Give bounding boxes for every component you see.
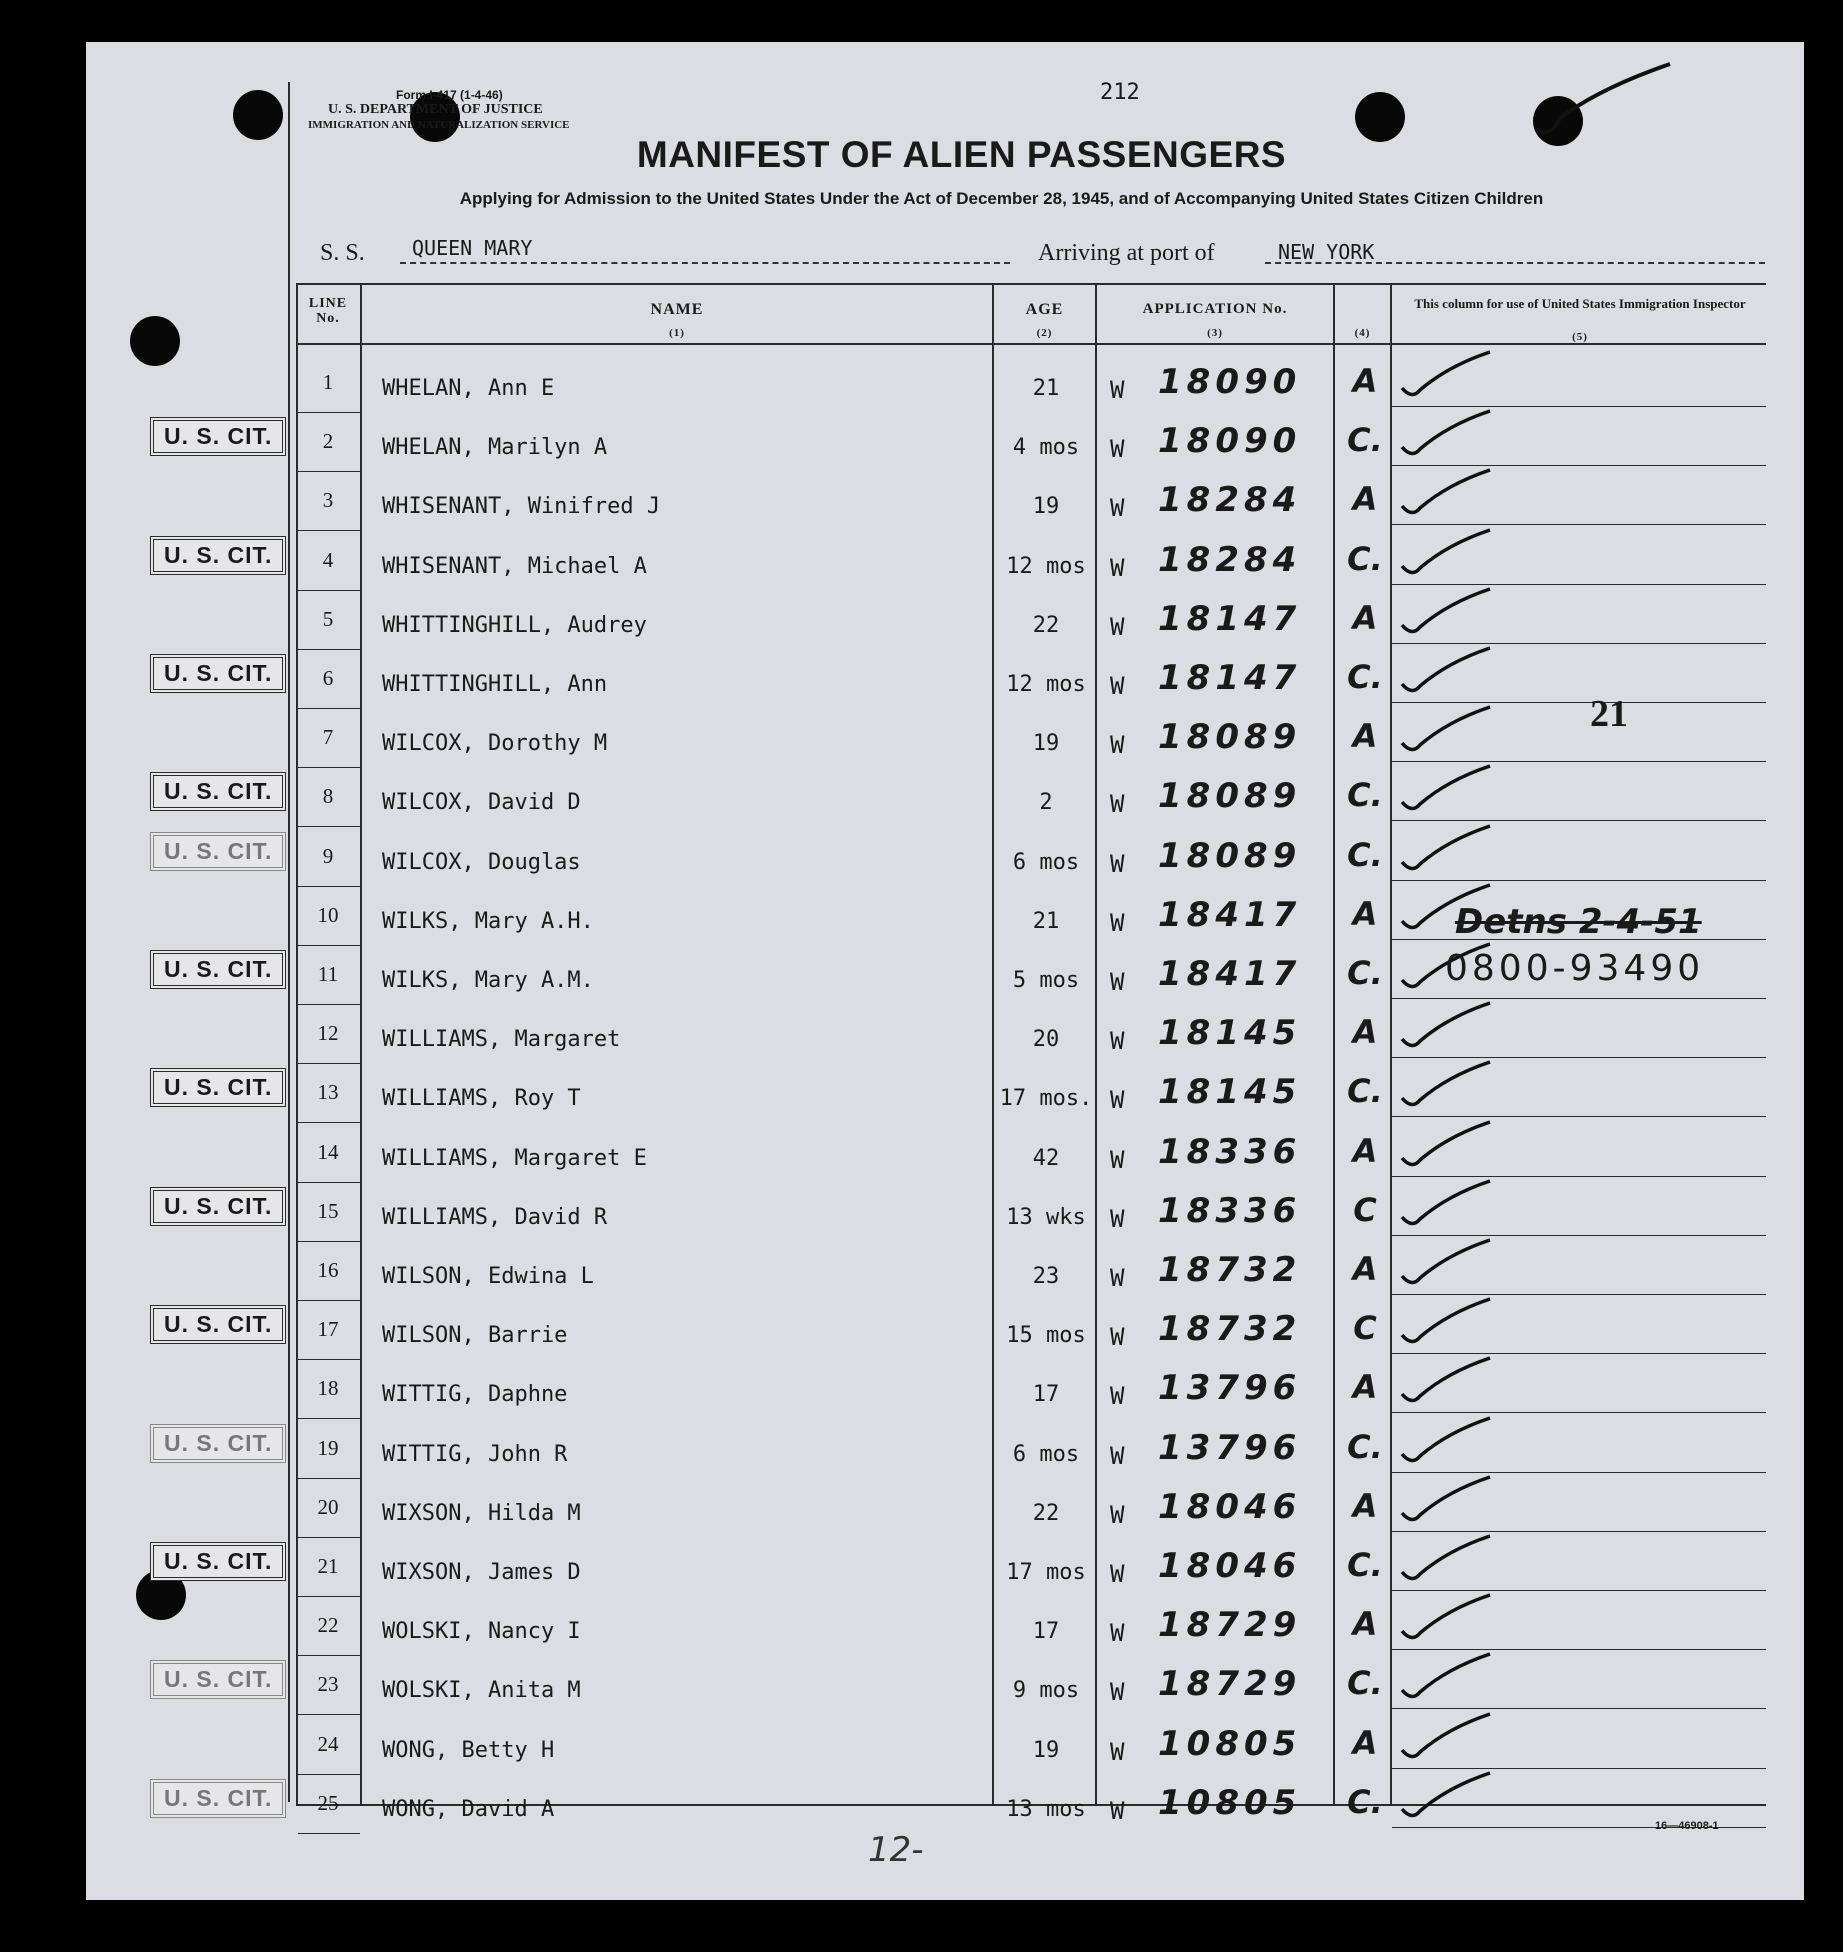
- status-code: A: [1352, 1368, 1378, 1406]
- port-label: Arriving at port of: [1038, 240, 1215, 266]
- us-citizen-stamp: U. S. CIT.: [150, 1305, 286, 1344]
- passenger-name: WILCOX, Douglas: [382, 850, 581, 875]
- port-underline: [1265, 262, 1765, 264]
- status-code: A: [1352, 362, 1378, 400]
- line-row-rule: [298, 1774, 360, 1775]
- col-header-name-num: (1): [669, 327, 685, 339]
- table-row: [0, 1303, 1843, 1362]
- passenger-age: 13 mos: [1006, 1797, 1086, 1822]
- passenger-age: 21: [1032, 909, 1060, 934]
- table-row: [0, 415, 1843, 474]
- passenger-name: WITTIG, John R: [382, 1442, 568, 1467]
- check-mark-icon: [1398, 822, 1498, 882]
- table-row: [0, 593, 1843, 652]
- table-row: [0, 770, 1843, 829]
- deport-note: Detns 2-4-51: [1455, 902, 1702, 942]
- table-row: [0, 1007, 1843, 1066]
- passenger-name: WOLSKI, Anita M: [382, 1678, 581, 1703]
- table-row: [0, 534, 1843, 593]
- passenger-name: WIXSON, Hilda M: [382, 1501, 581, 1526]
- application-number: 18090: [1158, 421, 1302, 461]
- line-number: 4: [322, 548, 334, 572]
- check-mark-icon: [1398, 348, 1498, 408]
- line-row-rule: [298, 1063, 360, 1064]
- check-mark-icon: [1398, 1354, 1498, 1414]
- passenger-age: 15 mos: [1006, 1323, 1086, 1348]
- line-number: 12: [317, 1021, 339, 1045]
- application-number: 18089: [1158, 776, 1302, 816]
- passenger-name: WHISENANT, Winifred J: [382, 494, 661, 519]
- us-citizen-stamp: U. S. CIT.: [150, 1542, 286, 1581]
- col-header-age: AGE: [1025, 301, 1064, 318]
- table-row: [0, 1718, 1843, 1777]
- line-number: 7: [322, 725, 334, 749]
- check-mark-icon: [1398, 999, 1498, 1059]
- table-row: [0, 1126, 1843, 1185]
- line-row-rule: [298, 1418, 360, 1419]
- passenger-name: WHISENANT, Michael A: [382, 554, 647, 579]
- application-prefix: W: [1110, 376, 1125, 404]
- bottom-handwritten-mark: 12-: [868, 1830, 924, 1870]
- line-row-rule: [298, 1241, 360, 1242]
- passenger-age: 19: [1032, 1738, 1060, 1763]
- status-code: A: [1352, 1132, 1378, 1170]
- status-code: A: [1352, 480, 1378, 518]
- line-number: 22: [317, 1613, 339, 1637]
- line-number: 9: [322, 844, 334, 868]
- col-header-age-num: (2): [1036, 327, 1053, 339]
- document-subtitle: Applying for Admission to the United States Under the Act of December 28, 1945, and of Accompanying United States Citizen Children: [459, 189, 1544, 208]
- status-code: C.: [1347, 658, 1383, 696]
- passenger-age: 6 mos: [1012, 1442, 1080, 1467]
- application-number: 10805: [1158, 1724, 1302, 1764]
- col-header-line: LINE No.: [308, 296, 348, 326]
- status-code: A: [1352, 717, 1378, 755]
- passenger-age: 21: [1032, 376, 1060, 401]
- status-code: C.: [1347, 421, 1383, 459]
- passenger-name: WILLIAMS, Roy T: [382, 1086, 581, 1111]
- application-prefix: W: [1110, 1442, 1125, 1470]
- application-prefix: W: [1110, 1797, 1125, 1825]
- application-number: 18147: [1158, 658, 1302, 698]
- col-header-application: APPLICATION No.: [1142, 301, 1288, 317]
- check-mark-icon: [1398, 762, 1498, 822]
- application-prefix: W: [1110, 790, 1125, 818]
- passenger-age: 17 mos: [1006, 1560, 1086, 1585]
- application-prefix: W: [1110, 850, 1125, 878]
- passenger-age: 19: [1032, 494, 1060, 519]
- passenger-name: WILLIAMS, Margaret E: [382, 1146, 647, 1171]
- line-number: 10: [317, 903, 339, 927]
- col-header-name: NAME: [650, 301, 704, 318]
- application-number: 18145: [1158, 1013, 1302, 1053]
- application-number: 18046: [1158, 1546, 1302, 1586]
- line-number: 23: [317, 1672, 339, 1696]
- status-code: C.: [1347, 836, 1383, 874]
- status-code: C: [1353, 1191, 1377, 1229]
- us-citizen-stamp: U. S. CIT.: [150, 1424, 286, 1463]
- status-code: C.: [1347, 1664, 1383, 1702]
- passenger-name: WHELAN, Ann E: [382, 376, 555, 401]
- passenger-age: 42: [1032, 1146, 1060, 1171]
- application-prefix: W: [1110, 672, 1125, 700]
- form-number: Form I-417 (1-4-46): [396, 88, 503, 102]
- table-row: [0, 1422, 1843, 1481]
- status-code: C.: [1347, 1072, 1383, 1110]
- table-row: [0, 830, 1843, 889]
- line-number: 2: [322, 429, 334, 453]
- line-number: 11: [317, 962, 339, 986]
- line-number: 14: [317, 1140, 339, 1164]
- ship-label: S. S.: [320, 240, 365, 266]
- line-row-rule: [298, 708, 360, 709]
- check-mark-icon: [1398, 1532, 1498, 1592]
- check-mark-icon: [1398, 1236, 1498, 1296]
- passenger-name: WILLIAMS, David R: [382, 1205, 608, 1230]
- passenger-age: 17: [1032, 1382, 1060, 1407]
- application-prefix: W: [1110, 1560, 1125, 1588]
- table-row: [0, 356, 1843, 415]
- status-code: C.: [1347, 776, 1383, 814]
- check-mark-icon: [1398, 1118, 1498, 1178]
- line-row-rule: [298, 1833, 360, 1834]
- check-mark-icon: [1398, 1591, 1498, 1651]
- application-number: 18284: [1158, 480, 1302, 520]
- check-mark-icon: [1398, 526, 1498, 586]
- application-prefix: W: [1110, 731, 1125, 759]
- col-header-4: (4): [1354, 327, 1371, 339]
- application-prefix: W: [1110, 1501, 1125, 1529]
- passenger-name: WILLIAMS, Margaret: [382, 1027, 621, 1052]
- application-number: 10805: [1158, 1783, 1302, 1823]
- application-number: 18417: [1158, 895, 1302, 935]
- application-prefix: W: [1110, 494, 1125, 522]
- line-number: 15: [317, 1199, 339, 1223]
- us-citizen-stamp: U. S. CIT.: [150, 536, 286, 575]
- application-number: 13796: [1158, 1428, 1302, 1468]
- check-mark-icon: [1398, 1058, 1498, 1118]
- table-row: [0, 1777, 1843, 1836]
- application-number: 18417: [1158, 954, 1302, 994]
- check-mark-icon: [1398, 1650, 1498, 1710]
- status-code: C: [1353, 1309, 1377, 1347]
- table-row: [0, 1599, 1843, 1658]
- us-citizen-stamp: U. S. CIT.: [150, 772, 286, 811]
- line-row-rule: [298, 590, 360, 591]
- line-number: 25: [317, 1791, 339, 1815]
- passenger-name: WHITTINGHILL, Ann: [382, 672, 608, 697]
- passenger-name: WHITTINGHILL, Audrey: [382, 613, 647, 638]
- application-number: 18147: [1158, 599, 1302, 639]
- count-annotation: 21: [1590, 693, 1628, 735]
- passenger-age: 13 wks: [1006, 1205, 1086, 1230]
- passenger-name: WILSON, Edwina L: [382, 1264, 594, 1289]
- us-citizen-stamp: U. S. CIT.: [150, 417, 286, 456]
- application-prefix: W: [1110, 1323, 1125, 1351]
- application-prefix: W: [1110, 1146, 1125, 1174]
- line-row-rule: [298, 471, 360, 472]
- us-citizen-stamp: U. S. CIT.: [150, 950, 286, 989]
- table-row: [0, 1244, 1843, 1303]
- passenger-name: WONG, David A: [382, 1797, 555, 1822]
- line-row-rule: [298, 1714, 360, 1715]
- application-prefix: W: [1110, 1619, 1125, 1647]
- service-name: IMMIGRATION AND NATURALIZATION SERVICE: [308, 119, 570, 131]
- line-row-rule: [298, 649, 360, 650]
- check-mark-icon: [1398, 644, 1498, 704]
- passenger-age: 17 mos.: [999, 1086, 1093, 1111]
- application-number: 18284: [1158, 540, 1302, 580]
- passenger-name: WILKS, Mary A.M.: [382, 968, 594, 993]
- line-row-rule: [298, 1182, 360, 1183]
- passenger-name: WHELAN, Marilyn A: [382, 435, 608, 460]
- status-code: C.: [1347, 540, 1383, 578]
- application-number: 18732: [1158, 1309, 1302, 1349]
- us-citizen-stamp: U. S. CIT.: [150, 654, 286, 693]
- status-code: A: [1352, 1724, 1378, 1762]
- line-number: 18: [317, 1376, 339, 1400]
- status-code: C.: [1347, 1428, 1383, 1466]
- line-row-rule: [298, 1359, 360, 1360]
- line-row-rule: [298, 1300, 360, 1301]
- status-code: C.: [1347, 1546, 1383, 1584]
- check-mark-icon: [1398, 1177, 1498, 1237]
- page-number: 212: [1100, 80, 1140, 105]
- application-number: 18336: [1158, 1132, 1302, 1172]
- table-row: [0, 1481, 1843, 1540]
- application-prefix: W: [1110, 435, 1125, 463]
- line-number: 16: [317, 1258, 339, 1282]
- passenger-age: 22: [1032, 1501, 1060, 1526]
- table-row: [0, 1185, 1843, 1244]
- check-mark-icon: [1398, 407, 1498, 467]
- line-number: 3: [322, 488, 334, 512]
- application-number: 18732: [1158, 1250, 1302, 1290]
- application-number: 18729: [1158, 1664, 1302, 1704]
- passenger-name: WIXSON, James D: [382, 1560, 581, 1585]
- col-header-application-num: (3): [1207, 327, 1223, 339]
- passenger-age: 9 mos: [1012, 1678, 1080, 1703]
- us-citizen-stamp: U. S. CIT.: [150, 1068, 286, 1107]
- table-row: [0, 1540, 1843, 1599]
- status-code: A: [1352, 1250, 1378, 1288]
- line-row-rule: [298, 1004, 360, 1005]
- status-code: A: [1352, 1487, 1378, 1525]
- passenger-age: 20: [1032, 1027, 1060, 1052]
- application-prefix: W: [1110, 1086, 1125, 1114]
- line-number: 17: [317, 1317, 339, 1341]
- line-number: 24: [317, 1732, 339, 1756]
- punch-hole: [233, 90, 283, 140]
- passenger-name: WILSON, Barrie: [382, 1323, 568, 1348]
- application-number: 18089: [1158, 836, 1302, 876]
- check-mark-icon: [1398, 1295, 1498, 1355]
- line-row-rule: [298, 767, 360, 768]
- check-mark-icon: [1398, 585, 1498, 645]
- application-prefix: W: [1110, 968, 1125, 996]
- department-name: U. S. DEPARTMENT OF JUSTICE: [328, 102, 543, 117]
- ship-underline: [400, 262, 1010, 264]
- application-prefix: W: [1110, 1027, 1125, 1055]
- passenger-name: WILKS, Mary A.H.: [382, 909, 594, 934]
- line-number: 20: [317, 1495, 339, 1519]
- application-prefix: W: [1110, 1382, 1125, 1410]
- application-number: 13796: [1158, 1368, 1302, 1408]
- passenger-name: WITTIG, Daphne: [382, 1382, 568, 1407]
- passenger-name: WILCOX, David D: [382, 790, 581, 815]
- us-citizen-stamp: U. S. CIT.: [150, 1660, 286, 1699]
- line-number: 21: [317, 1554, 339, 1578]
- application-number: 18046: [1158, 1487, 1302, 1527]
- status-code: A: [1352, 895, 1378, 933]
- status-code: C.: [1347, 1783, 1383, 1821]
- col-header-inspector-num: (5): [1572, 331, 1588, 343]
- passenger-age: 4 mos: [1012, 435, 1080, 460]
- table-row: [0, 1066, 1843, 1125]
- application-prefix: W: [1110, 1738, 1125, 1766]
- document-title: MANIFEST OF ALIEN PASSENGERS: [636, 134, 1287, 175]
- col-header-inspector: This column for use of United States Immigration Inspector: [1414, 296, 1746, 311]
- passenger-age: 12 mos: [1006, 554, 1086, 579]
- line-number: 6: [322, 666, 334, 690]
- status-code: A: [1352, 1605, 1378, 1643]
- passenger-name: WILCOX, Dorothy M: [382, 731, 608, 756]
- passenger-age: 6 mos: [1012, 850, 1080, 875]
- check-mark-icon: [1398, 1473, 1498, 1533]
- status-code: A: [1352, 1013, 1378, 1051]
- line-number: 19: [317, 1436, 339, 1460]
- check-mark-icon: [1398, 466, 1498, 526]
- port-name: NEW YORK: [1278, 240, 1375, 264]
- application-prefix: W: [1110, 909, 1125, 937]
- check-mark-icon: [1398, 1769, 1498, 1829]
- passenger-age: 19: [1032, 731, 1060, 756]
- application-number: 18089: [1158, 717, 1302, 757]
- passenger-age: 5 mos: [1012, 968, 1080, 993]
- application-number: 18145: [1158, 1072, 1302, 1112]
- application-number: 18336: [1158, 1191, 1302, 1231]
- line-number: 5: [322, 607, 334, 631]
- table-row: [0, 711, 1843, 770]
- us-citizen-stamp: U. S. CIT.: [150, 1779, 286, 1818]
- file-number-note: 0800-93490: [1445, 948, 1705, 989]
- line-number: 13: [317, 1080, 339, 1104]
- passenger-age: 23: [1032, 1264, 1060, 1289]
- table-row: [0, 474, 1843, 533]
- line-row-rule: [298, 1478, 360, 1479]
- line-number: 1: [322, 370, 334, 394]
- passenger-name: WONG, Betty H: [382, 1738, 555, 1763]
- check-mark-icon: [1398, 1414, 1498, 1474]
- application-prefix: W: [1110, 1205, 1125, 1233]
- passenger-name: WOLSKI, Nancy I: [382, 1619, 581, 1644]
- status-code: C.: [1347, 954, 1383, 992]
- line-row-rule: [298, 1122, 360, 1123]
- check-mark-icon: [1398, 1710, 1498, 1770]
- table-row: [0, 1362, 1843, 1421]
- line-row-rule: [298, 530, 360, 531]
- application-prefix: W: [1110, 554, 1125, 582]
- application-prefix: W: [1110, 1678, 1125, 1706]
- table-top-border: [296, 283, 1766, 285]
- application-number: 18090: [1158, 362, 1302, 402]
- line-row-rule: [298, 1596, 360, 1597]
- table-row: [0, 652, 1843, 711]
- table-row: [0, 1658, 1843, 1717]
- passenger-age: 12 mos: [1006, 672, 1086, 697]
- line-row-rule: [298, 1655, 360, 1656]
- us-citizen-stamp: U. S. CIT.: [150, 1187, 286, 1226]
- application-prefix: W: [1110, 1264, 1125, 1292]
- line-row-rule: [298, 886, 360, 887]
- us-citizen-stamp: U. S. CIT.: [150, 832, 286, 871]
- passenger-age: 2: [1039, 790, 1053, 815]
- line-row-rule: [298, 945, 360, 946]
- application-number: 18729: [1158, 1605, 1302, 1645]
- status-code: A: [1352, 599, 1378, 637]
- line-number: 8: [322, 784, 334, 808]
- check-mark-icon: [1398, 703, 1498, 763]
- print-code: 16—46908-1: [1655, 1820, 1719, 1832]
- passenger-age: 22: [1032, 613, 1060, 638]
- ship-name: QUEEN MARY: [412, 236, 533, 260]
- application-prefix: W: [1110, 613, 1125, 641]
- passenger-age: 17: [1032, 1619, 1060, 1644]
- line-row-rule: [298, 412, 360, 413]
- line-row-rule: [298, 1537, 360, 1538]
- line-row-rule: [298, 826, 360, 827]
